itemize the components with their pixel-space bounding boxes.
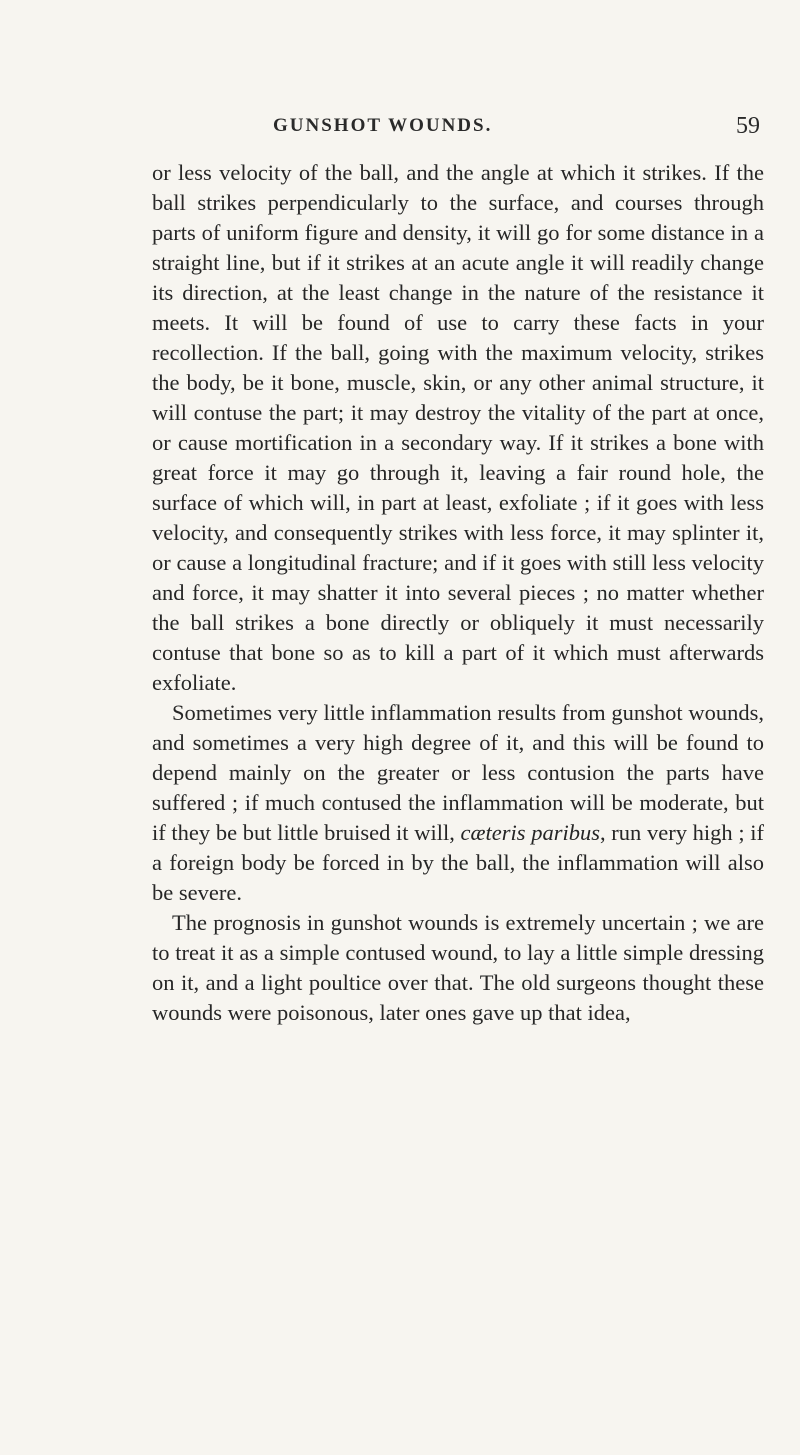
paragraph-prognosis: The prognosis in gunshot wounds is extremely uncertain ; we are to treat it as a simple contused wound, to lay a little simple dressing on it, and a light poultice over that. The old surgeons thought these wounds were poisonous, later ones gave up that idea, bbox=[152, 910, 764, 1025]
page-number: 59 bbox=[736, 113, 760, 139]
paragraph-velocity: or less velocity of the ball, and the angle at which it strikes. If the ball strikes perpendicularly to the surface, and courses through parts of uniform figure and density, it will go for some distance in a straight line, but if it strikes at an acute angle it will readily change its direction, at the least change in the nature of the resistance it meets. It will be found of use to carry these facts in your recollection. If the ball, going with the maximum velocity, strikes the body, be it bone, muscle, skin, or any other animal structure, it will contuse the part; it may destroy the vitality of the part at once, or cause mortification in a secondary way. If it strikes a bone with great force it may go through it, leaving a fair round hole, the surface of which will, in part at least, exfoliate ; if it goes with less velocity, and consequently strikes with less force, it may splinter it, or cause a longitudinal fracture; and if it goes with still less velocity and force, it may shatter it into several pieces ; no matter whether the ball strikes a bone directly or obliquely it must necessarily contuse that bone so as to kill a part of it which must afterwards exfoliate. bbox=[152, 160, 764, 695]
running-head bbox=[155, 115, 760, 145]
running-title: GUNSHOT WOUNDS. bbox=[273, 115, 493, 136]
paragraph-inflammation-text-end: , run very high ; if a foreign body be forced in by the ball, the inflammation will also be severe. bbox=[152, 820, 765, 905]
latin-phrase: cæteris paribus bbox=[460, 820, 600, 845]
body-text bbox=[152, 158, 764, 1028]
paragraph-inflammation-text: Sometimes very little inflammation results from gunshot wounds, and sometimes a very high degree of it, and this will be found to depend mainly on the greater or less contusion the parts have suffered ; if much contused the inflammation will be moderate, but if they be but little bruised it will, bbox=[152, 700, 764, 845]
paragraph-inflammation bbox=[152, 698, 764, 908]
